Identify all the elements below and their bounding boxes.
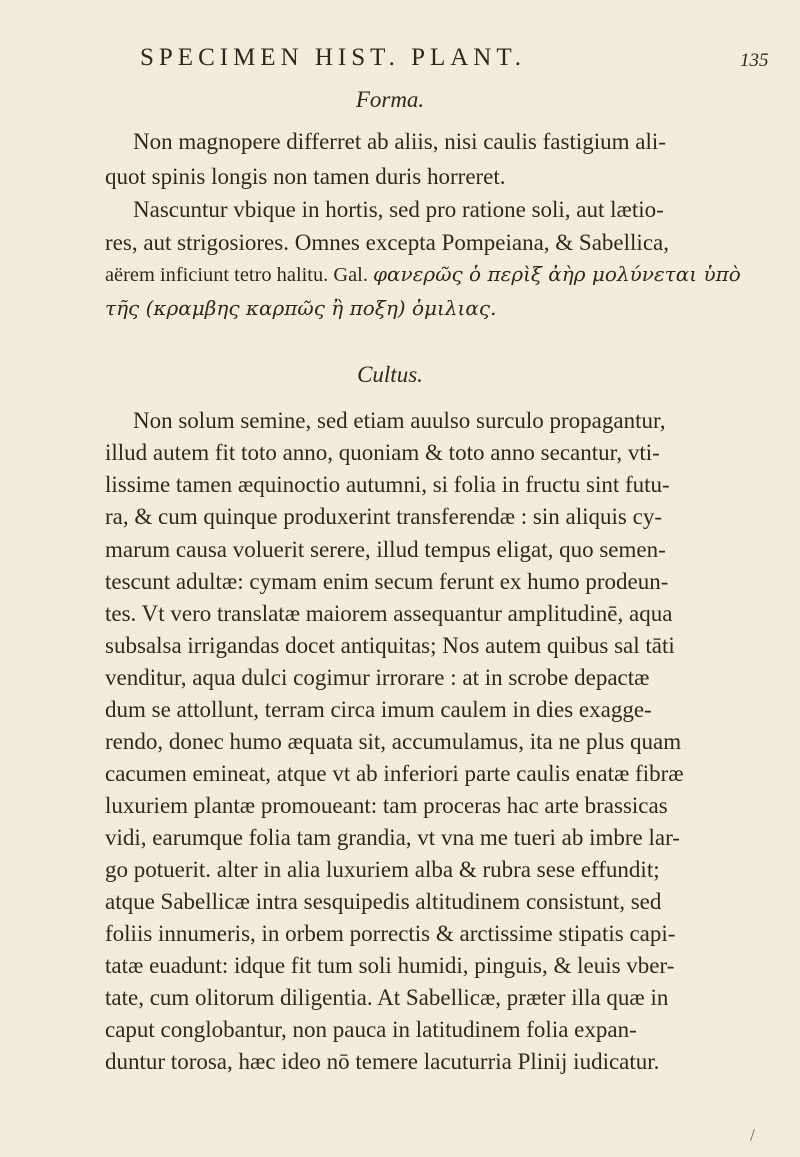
text-line: Non magnopere differret ab aliis, nisi caulis fastigium ali- <box>133 129 666 154</box>
text-line: luxuriem plantæ promoueant: tam proceras hac arte brassicas <box>105 793 668 818</box>
text-line-latin: aërem inficiunt tetro halitu. Gal. <box>105 264 368 286</box>
text-line: atque Sabellicæ intra sesquipedis altitudinem consistunt, sed <box>105 889 662 914</box>
text-line: dum se attollunt, terram circa imum caulem in dies exagge- <box>105 697 652 722</box>
text-line: lissime tamen æquinoctio autumni, si folia in fructu sint futu- <box>105 472 670 497</box>
running-title: SPECIMEN HIST. PLANT. <box>140 44 527 71</box>
text-line: tescunt adultæ: cymam enim secum ferunt ex humo prodeun- <box>105 569 669 594</box>
section-heading-forma: Forma. <box>355 87 425 112</box>
text-line: rendo, donec humo æquata sit, accumulamus, ita ne plus quam <box>105 729 682 754</box>
margin-mark: / <box>750 1125 756 1145</box>
text-line: illud autem fit toto anno, quoniam & toto anno secantur, vti- <box>105 440 660 465</box>
text-line: tatæ euadunt: idque fit tum soli humidi, pinguis, & leuis vber- <box>105 953 675 978</box>
text-line: marum causa voluerit serere, illud tempus eligat, quo semen- <box>105 537 666 562</box>
text-line: quot spinis longis non tamen duris horreret. <box>105 164 506 189</box>
text-line: venditur, aqua dulci cogimur irrorare : at in scrobe depactæ <box>105 665 650 690</box>
text-line: res, aut strigosiores. Omnes excepta Pompeiana, & Sabellica, <box>105 230 669 255</box>
text-line: Non solum semine, sed etiam auulso surculo propagantur, <box>133 408 666 433</box>
text-line: duntur torosa, hæc ideo nō temere lacuturria Plinij iudicatur. <box>105 1049 660 1074</box>
text-line: tes. Vt vero translatæ maiorem assequantur amplitudinē, aqua <box>105 601 673 626</box>
text-line: vidi, earumque folia tam grandia, vt vna me tueri ab imbre lar- <box>105 825 680 850</box>
text-line: foliis innumeris, in orbem porrectis & arctissime stipatis capi- <box>105 921 676 946</box>
greek-quotation: φανερῶς ὁ περὶξ ἀὴρ μολύνεται ὑπὸ <box>373 262 741 286</box>
section-heading-cultus: Cultus. <box>357 362 423 387</box>
page-number: 135 <box>740 50 769 71</box>
text-line: Nascuntur vbique in hortis, sed pro ratione soli, aut lætio- <box>133 197 664 222</box>
text-line: cacumen emineat, atque vt ab inferiori parte caulis enatæ fibræ <box>105 761 684 786</box>
greek-line: τῆς (κραμβης καρπῶς ἢ ποξη) ὀμιλιας. <box>105 296 497 320</box>
text-line: ra, & cum quinque produxerint transferendæ : sin aliquis cy- <box>105 504 662 529</box>
text-line: caput conglobantur, non pauca in latitudinem folia expan- <box>105 1017 637 1042</box>
text-line: tate, cum olitorum diligentia. At Sabellicæ, præter illa quæ in <box>105 985 669 1010</box>
text-line <box>105 264 741 285</box>
text-line: go potuerit. alter in alia luxuriem alba & rubra sese effundit; <box>105 857 660 882</box>
text-line: subsalsa irrigandas docet antiquitas; Nos autem quibus sal tāti <box>105 633 675 658</box>
